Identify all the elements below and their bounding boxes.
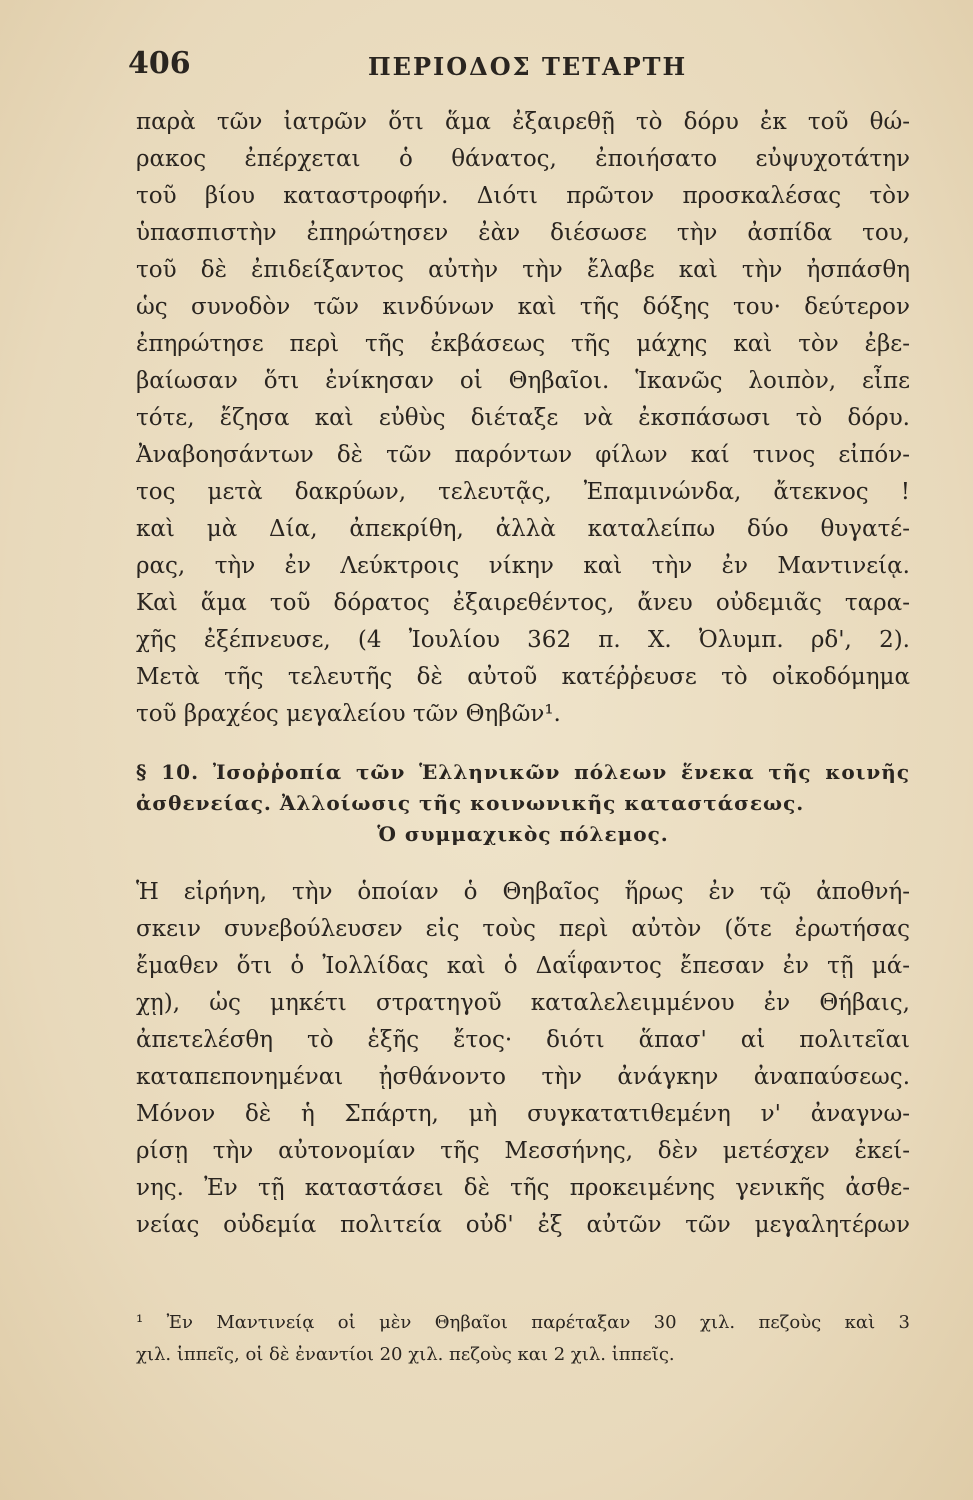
section-heading-line: § 10. Ἰσοῤῥοπία τῶν Ἑλληνικῶν πόλεων ἕνεκα τῆς κοινῆς [136, 760, 910, 784]
text-line: παρὰ τῶν ἰατρῶν ὅτι ἅμα ἐξαιρεθῇ τὸ δόρυ ἐκ τοῦ θώ- [136, 109, 910, 135]
text-line: ρακος ἐπέρχεται ὁ θάνατος, ἐποιήσατο εὐψυχοτάτην [136, 146, 910, 172]
text-line: χῆς ἐξέπνευσε, (4 Ἰουλίου 362 π. Χ. Ὀλυμπ. ρδ', 2). [136, 627, 910, 653]
footnote-line: ¹ Ἐν Μαντινείᾳ οἱ μὲν Θηβαῖοι παρέταξαν 30 χιλ. πεζοὺς καὶ 3 [136, 1312, 910, 1333]
section-heading [136, 757, 910, 850]
page-header [128, 46, 913, 96]
text-line: τότε, ἔζησα καὶ εὐθὺς διέταξε νὰ ἐκσπάσωσι τὸ δόρυ. [136, 405, 910, 431]
page-number: 406 [128, 46, 191, 81]
paragraph-continued [136, 104, 910, 733]
text-line: Μόνον δὲ ἡ Σπάρτη, μὴ συγκατατιθεμένη ν' ἀναγνω- [136, 1101, 910, 1127]
paragraph [136, 874, 910, 1244]
text-line: νείας οὐδεμία πολιτεία οὐδ' ἐξ αὐτῶν τῶν μεγαλητέρων [136, 1212, 910, 1238]
text-line: ρίσῃ τὴν αὐτονομίαν τῆς Μεσσήνης, δὲν μετέσχεν ἐκεί- [136, 1138, 910, 1164]
text-line: τος μετὰ δακρύων, τελευτᾷς, Ἐπαμινώνδα, ἄτεκνος ! [136, 479, 910, 505]
text-line: ἔμαθεν ὅτι ὁ Ἰολλίδας καὶ ὁ Δαΐφαντος ἔπεσαν ἐν τῇ μά- [136, 953, 910, 979]
text-line: βαίωσαν ὅτι ἐνίκησαν οἱ Θηβαῖοι. Ἱκανῶς λοιπὸν, εἶπε [136, 368, 910, 394]
text-line: τοῦ βίου καταστροφήν. Διότι πρῶτον προσκαλέσας τὸν [136, 183, 910, 209]
text-line: νης. Ἐν τῇ καταστάσει δὲ τῆς προκειμένης γενικῆς ἀσθε- [136, 1175, 910, 1201]
footnote [136, 1307, 910, 1371]
running-head: ΠΕΡΙΟΔΟΣ ΤΕΤΑΡΤΗ [368, 52, 688, 81]
text-line: Ἡ εἰρήνη, τὴν ὁποίαν ὁ Θηβαῖος ἥρως ἐν τῷ ἀποθνή- [136, 879, 910, 905]
text-line: σκειν συνεβούλευσεν εἰς τοὺς περὶ αὐτὸν (ὅτε ἐρωτήσας [136, 916, 910, 942]
text-line: τοῦ δὲ ἐπιδείξαντος αὐτὴν τὴν ἔλαβε καὶ τὴν ἠσπάσθη [136, 257, 910, 283]
section-heading-line: ἀσθενείας. Ἀλλοίωσις τῆς κοινωνικῆς καταστάσεως. [136, 791, 805, 815]
text-line: ρας, τὴν ἐν Λεύκτροις νίκην καὶ τὴν ἐν Μαντινείᾳ. [136, 553, 910, 579]
text-line: ἀπετελέσθη τὸ ἑξῆς ἔτος· διότι ἅπασ' αἱ πολιτεῖαι [136, 1027, 910, 1053]
text-line: καὶ μὰ Δία, ἀπεκρίθη, ἀλλὰ καταλείπω δύο θυγατέ- [136, 516, 910, 542]
section-heading-line: Ὁ συμμαχικὸς πόλεμος. [377, 822, 669, 846]
text-line: ὑπασπιστὴν ἐπηρώτησεν ἐὰν διέσωσε τὴν ἀσπίδα του, [136, 220, 910, 246]
footnote-line: χιλ. ἱππεῖς, οἱ δὲ ἐναντίοι 20 χιλ. πεζοὺς και 2 χιλ. ἱππεῖς. [136, 1344, 675, 1365]
text-line: Καὶ ἅμα τοῦ δόρατος ἐξαιρεθέντος, ἄνευ οὐδεμιᾶς ταρα- [136, 590, 910, 616]
text-line: Ἀναβοησάντων δὲ τῶν παρόντων φίλων καί τινος εἰπόν- [136, 442, 910, 468]
text-line: τοῦ βραχέος μεγαλείου τῶν Θηβῶν¹. [136, 701, 561, 727]
text-line: καταπεπονημέναι ᾐσθάνοντο τὴν ἀνάγκην ἀναπαύσεως. [136, 1064, 910, 1090]
text-line: Μετὰ τῆς τελευτῆς δὲ αὐτοῦ κατέῤῥευσε τὸ οἰκοδόμημα [136, 664, 910, 690]
text-line: ἐπηρώτησε περὶ τῆς ἐκβάσεως τῆς μάχης καὶ τὸν ἐβε- [136, 331, 910, 357]
text-line: χῃ), ὡς μηκέτι στρατηγοῦ καταλελειμμένου ἐν Θήβαις, [136, 990, 910, 1016]
text-line: ὡς συνοδὸν τῶν κινδύνων καὶ τῆς δόξης του· δεύτερον [136, 294, 910, 320]
